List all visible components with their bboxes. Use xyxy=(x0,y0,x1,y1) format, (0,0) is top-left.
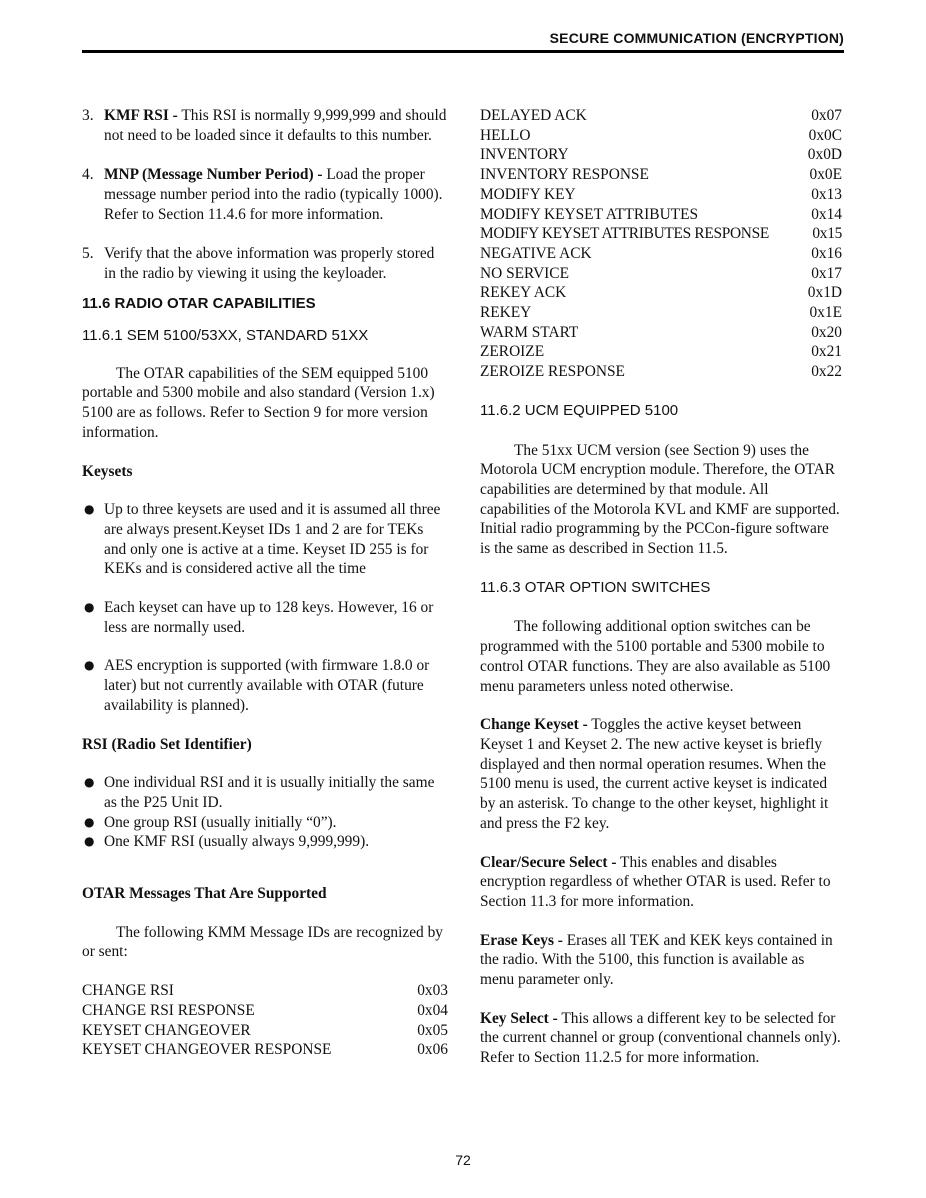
message-row: MODIFY KEYSET ATTRIBUTES RESPONSE 0x15 xyxy=(480,225,842,243)
rsi-bullet: ● One individual RSI and it is usually initially the same as the P25 Unit ID. xyxy=(84,774,435,811)
keysets-heading: Keysets xyxy=(82,462,133,480)
keyset-bullet: ● AES encryption is supported (with firmware 1.8.0 or later) but not currently available with OTAR (future availability is planned). xyxy=(84,657,430,714)
message-row: KEYSET CHANGEOVER RESPONSE 0x06 xyxy=(82,1041,448,1059)
message-row: ZEROIZE RESPONSE 0x22 xyxy=(480,363,842,381)
item-number: 4. xyxy=(82,166,94,184)
subsection-heading: 11.6.3 OTAR OPTION SWITCHES xyxy=(480,578,711,596)
right-column xyxy=(480,106,842,1068)
option-paragraph: Clear/Secure Select - This enables and disables encryption regardless of whether OTAR is used. Refer to Section 11.3 for more information. xyxy=(480,853,831,910)
option-intro: The following additional option switches can be programmed with the 5100 portable and 5300 mobile to control OTAR functions. They are also available as 5100 menu parameters unless noted otherwise. xyxy=(480,618,831,695)
item-number: 3. xyxy=(82,107,94,124)
message-row: DELAYED ACK 0x07 xyxy=(480,107,842,124)
item-text: This RSI is normally 9,999,999 and should not need to be loaded since it defaults to this number. xyxy=(104,107,447,144)
option-paragraph: Erase Keys - Erases all TEK and KEK keys contained in the radio. With the 5100, this function is available as menu parameter only. xyxy=(480,931,833,989)
subsection-heading: 11.6.1 SEM 5100/53XX, STANDARD 51XX xyxy=(82,327,369,344)
item-text: Load the proper message number period into the radio (typically 1000). Refer to Section 11.4.6 for more information. xyxy=(104,166,443,223)
message-row: NEGATIVE ACK 0x16 xyxy=(480,244,842,262)
rsi-bullet: ● One group RSI (usually initially “0”). xyxy=(84,813,337,831)
message-table xyxy=(82,981,448,1060)
subsection-heading: 11.6.2 UCM EQUIPPED 5100 xyxy=(480,401,679,419)
message-row: REKEY ACK 0x1D xyxy=(480,284,842,302)
otar-intro: The following KMM Message IDs are recognized by or sent: xyxy=(82,923,443,961)
option-paragraph: Change Keyset - Toggles the active keyset between Keyset 1 and Keyset 2. The new active keyset is briefly displayed and then normal operation resumes. When the 5100 menu is used, the current active keyset is indicated by an asterisk. To change to the other keyset, highlight it and press the F2 key. xyxy=(480,716,829,832)
message-row: NO SERVICE 0x17 xyxy=(480,264,842,282)
message-table xyxy=(480,106,842,382)
keyset-bullet: ● Up to three keysets are used and it is assumed all three are always present.Keyset IDs 1 and 2 are for TEKs and only one is active at a time. Keyset ID 255 is for KEKs and is considered active all the time xyxy=(84,501,441,578)
numbered-item xyxy=(82,244,448,283)
message-row: MODIFY KEYSET ATTRIBUTES 0x14 xyxy=(480,205,842,223)
rsi-bullet: ● One KMF RSI (usually always 9,999,999). xyxy=(84,833,370,851)
message-row: REKEY 0x1E xyxy=(480,304,842,322)
message-row: KEYSET CHANGEOVER 0x05 xyxy=(82,1021,448,1039)
bullet-icon: ● xyxy=(84,658,95,673)
message-row: INVENTORY RESPONSE 0x0E xyxy=(480,166,842,184)
page-header xyxy=(82,28,844,53)
message-row: HELLO 0x0C xyxy=(480,126,842,144)
keyset-bullet: ● Each keyset can have up to 128 keys. However, 16 or less are normally used. xyxy=(84,599,434,636)
left-column xyxy=(82,106,448,1060)
bullet-icon: ● xyxy=(84,502,95,517)
option-paragraph: Key Select - This allows a different key to be selected for the current channel or group (conventional channels only). Refer to Section 11.2.5 for more information. xyxy=(480,1009,841,1067)
item-lead: KMF RSI - xyxy=(104,107,178,124)
bullet-icon: ● xyxy=(84,600,95,615)
message-row: CHANGE RSI RESPONSE 0x04 xyxy=(82,1001,448,1019)
message-row: WARM START 0x20 xyxy=(480,323,842,341)
item-number: 5. xyxy=(82,244,94,262)
numbered-item xyxy=(82,106,448,145)
rsi-heading: RSI (Radio Set Identifier) xyxy=(82,735,252,753)
numbered-item xyxy=(82,165,448,224)
message-row: ZEROIZE 0x21 xyxy=(480,343,842,361)
bullet-icon: ● xyxy=(84,834,95,849)
header-title: SECURE COMMUNICATION (ENCRYPTION) xyxy=(549,30,844,46)
bullet-icon: ● xyxy=(84,814,95,829)
message-row: INVENTORY 0x0D xyxy=(480,146,842,164)
otar-messages-heading: OTAR Messages That Are Supported xyxy=(82,885,327,903)
intro-paragraph: The OTAR capabilities of the SEM equipped 5100 portable and 5300 mobile and also standard (Version 1.x) 5100 are as follows. Refer to Section 9 for more version information. xyxy=(82,364,435,441)
message-row: CHANGE RSI 0x03 xyxy=(82,982,448,1000)
ucm-paragraph: The 51xx UCM version (see Section 9) uses the Motorola UCM encryption module. Therefore, the OTAR capabilities are determined by that module. All capabilities of the Motorola KVL and KMF are supported. Initial radio programming by the PCCon-figure software is the same as described in Section 11.5. xyxy=(480,441,840,558)
bullet-icon: ● xyxy=(84,775,95,790)
page-number: 72 xyxy=(455,1152,471,1168)
section-heading: 11.6 RADIO OTAR CAPABILITIES xyxy=(82,295,316,313)
item-lead: MNP (Message Number Period) - xyxy=(104,166,323,184)
item-text: Verify that the above information was properly stored in the radio by viewing it using the keyloader. xyxy=(104,244,435,282)
message-row: MODIFY KEY 0x13 xyxy=(480,185,842,203)
